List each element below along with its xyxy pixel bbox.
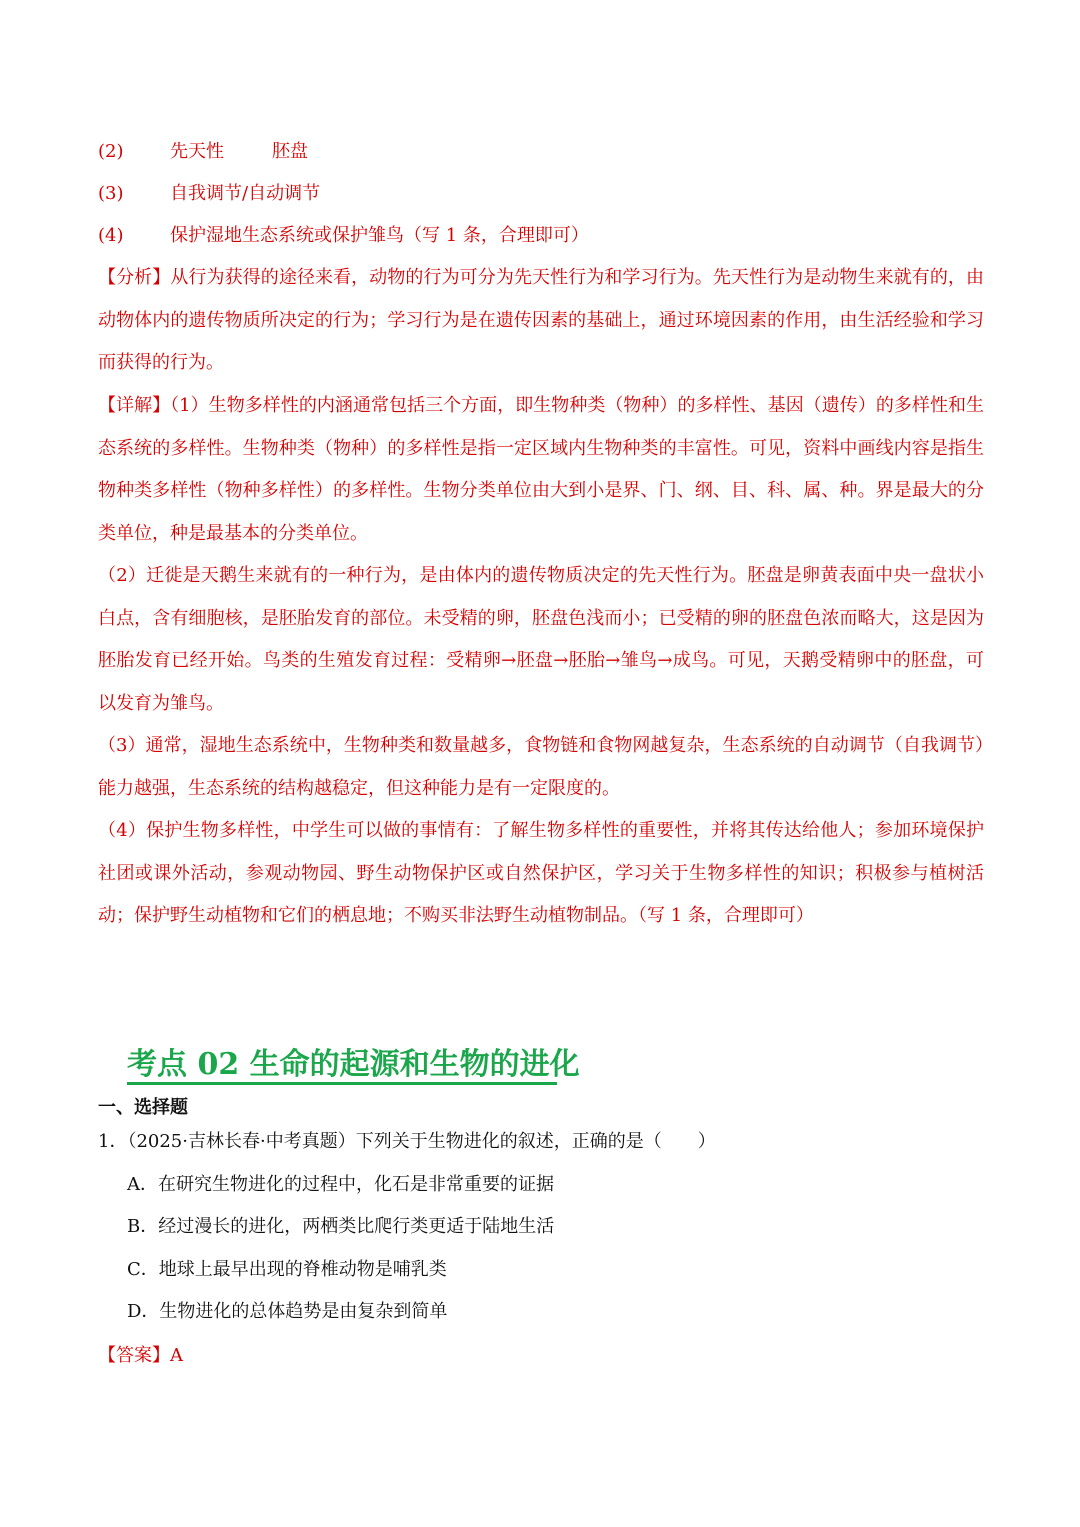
answer-number: (4) xyxy=(98,225,124,246)
option-d: D．生物进化的总体趋势是由复杂到简单 xyxy=(127,1301,448,1322)
detail-paragraph-4 xyxy=(98,810,984,938)
question-stem: 1．（2025·吉林长春·中考真题）下列关于生物进化的叙述，正确的是（ ） xyxy=(98,1131,716,1152)
option-b: B．经过漫长的进化，两栖类比爬行类更适于陆地生活 xyxy=(127,1216,555,1237)
analysis-label: 【分析】 xyxy=(98,267,171,288)
detail-label: 【详解】 xyxy=(98,395,171,416)
detail-text-2: （2）迁徙是天鹅生来就有的一种行为，是由体内的遗传物质决定的先天性行为。胚盘是卵黄表面中央一盘状小白点，含有细胞核，是胚胎发育的部位。未受精的卵，胚盘色浅而小；已受精的卵的胚盘色浓而略大，这是因为胚胎发育已经开始。鸟类的生殖发育过程：受精卵→胚盘→胚胎→雏鸟→成鸟。可见，天鹅受精卵中的胚盘，可以发育为雏鸟。 xyxy=(98,565,984,714)
detail-text-1: （1）生物多样性的内涵通常包括三个方面，即生物种类（物种）的多样性、基因（遗传）的多样性和生态系统的多样性。生物种类（物种）的多样性是指一定区域内生物种类的丰富性。可见，资料中画线内容是指生物种类多样性（物种多样性）的多样性。生物分类单位由大到小是界、门、纲、目、科、属、种。界是最大的分类单位，种是最基本的分类单位。 xyxy=(98,395,985,544)
answer-number: (3) xyxy=(98,183,124,204)
heading-underline xyxy=(127,1082,557,1085)
option-c: C．地球上最早出现的脊椎动物是哺乳类 xyxy=(127,1259,447,1280)
answer-number: (2) xyxy=(98,141,124,162)
detail-paragraph-1 xyxy=(98,385,984,555)
answer-label: 【答案】 xyxy=(98,1345,170,1366)
answer-line xyxy=(98,1341,183,1371)
analysis-paragraph xyxy=(98,257,984,385)
answer-text: 先天性 xyxy=(170,141,224,162)
answer-value: A xyxy=(170,1345,183,1366)
topic-heading: 考点 02 生命的起源和生物的进化 xyxy=(127,1047,580,1082)
detail-paragraph-2 xyxy=(98,555,984,725)
answer-text: 自我调节/自动调节 xyxy=(170,183,321,204)
analysis-text: 从行为获得的途径来看，动物的行为可分为先天性行为和学习行为。先天性行为是动物生来就有的，由动物体内的遗传物质所决定的行为；学习行为是在遗传因素的基础上，通过环境因素的作用，由生活经验和学习而获得的行为。 xyxy=(98,267,985,373)
answer-text-2: 胚盘 xyxy=(272,141,308,162)
section-title: 一、选择题 xyxy=(98,1097,188,1118)
detail-text-3: （3）通常，湿地生态系统中，生物种类和数量越多，食物链和食物网越复杂，生态系统的自动调节（自我调节）能力越强，生态系统的结构越稳定，但这种能力是有一定限度的。 xyxy=(98,735,984,799)
option-a: A．在研究生物进化的过程中，化石是非常重要的证据 xyxy=(127,1174,554,1195)
answer-text: 保护湿地生态系统或保护雏鸟（写 1 条，合理即可） xyxy=(170,225,589,246)
detail-text-4: （4）保护生物多样性，中学生可以做的事情有：了解生物多样性的重要性，并将其传达给他人；参加环境保护社团或课外活动，参观动物园、野生动物保护区或自然保护区，学习关于生物多样性的知识；积极参与植树活动；保护野生动植物和它们的栖息地；不购买非法野生动植物制品。（写 1 条，合理即可） xyxy=(98,820,984,926)
detail-paragraph-3 xyxy=(98,725,984,810)
